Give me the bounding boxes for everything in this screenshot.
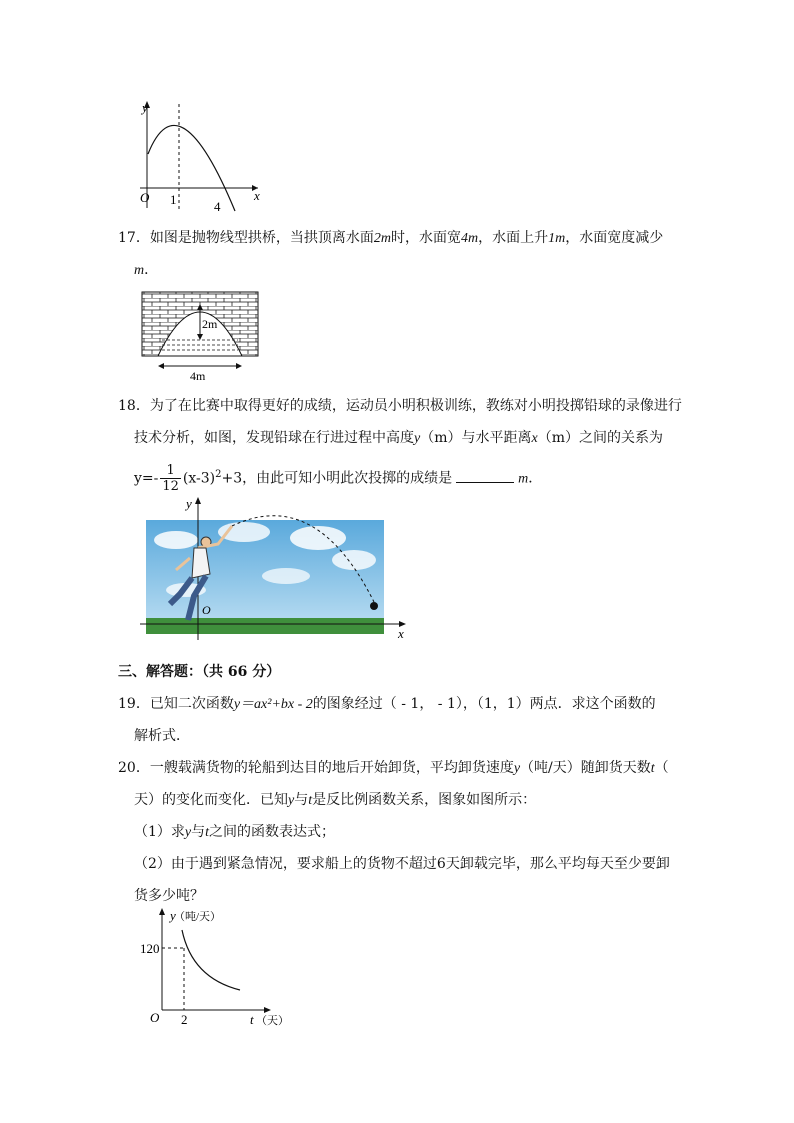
section-3-heading: 三、解答题：（共 66 分） — [118, 664, 281, 680]
question-19-line1: 19．已知二次函数y＝ax²+bx - 2的图象经过（ - 1， - 1），（1，1）两点．求这个函数的 — [118, 696, 656, 712]
origin-label: O — [202, 603, 211, 617]
question-20-part2-line1: （2）由于遇到紧急情况，要求船上的货物不超过6天卸载完毕，那么平均每天至少要卸 — [134, 856, 670, 872]
x-axis-label: x — [398, 626, 404, 641]
inverse-function-figure — [136, 906, 296, 1032]
origin-label: O — [150, 1010, 160, 1025]
question-20-part2-line2: 货多少吨？ — [134, 888, 204, 904]
question-18-line3: y=- $\frac{1}{12}$ $(x-3)^2+3$，由此可知小明此次投掷的成绩是 m． — [134, 463, 543, 495]
parabola-figure-16 — [130, 96, 270, 216]
answer-blank-18[interactable] — [456, 482, 514, 483]
origin-label: O — [140, 190, 150, 205]
question-18-line2: 技术分析，如图，发现铅球在行进过程中高度y（m）与水平距离x（m）之间的关系为 — [134, 430, 663, 446]
y-axis-label: y — [186, 496, 192, 511]
arch-bridge-figure — [140, 290, 262, 382]
question-20-line1: 20．一艘载满货物的轮船到达目的地后开始卸货，平均卸货速度y（吨/天）随卸货天数t（ — [118, 760, 669, 776]
tick-120: 120 — [140, 941, 160, 956]
question-20-line2: 天）的变化而变化．已知y与t是反比例函数关系，图象如图所示： — [134, 792, 537, 808]
x-axis-unit: （天） — [256, 1015, 289, 1027]
arch-width-label: 4m — [190, 369, 206, 382]
tick-1: 1 — [170, 192, 177, 207]
y-axis-unit: （吨/天） — [174, 911, 222, 923]
tick-2: 2 — [181, 1012, 188, 1027]
x-axis-label: t — [250, 1012, 254, 1027]
question-17-line1: 17．如图是抛物线型拱桥，当拱顶离水面2m时，水面宽4m，水面上升1m，水面宽度减少 — [118, 230, 664, 246]
shot-put-figure — [136, 494, 414, 644]
x-axis-label: x — [254, 188, 260, 203]
y-axis-label: y — [142, 100, 148, 115]
y-axis-label: y — [170, 908, 176, 923]
question-18-line1: 18．为了在比赛中取得更好的成绩，运动员小明积极训练，教练对小明投掷铅球的录像进行 — [118, 398, 682, 414]
question-19-line2: 解析式． — [134, 728, 190, 744]
tick-4: 4 — [214, 199, 221, 214]
arch-height-label: 2m — [202, 317, 218, 331]
question-20-part1: （1）求y与t之间的函数表达式； — [134, 824, 336, 840]
question-17-line2: m． — [134, 262, 159, 278]
